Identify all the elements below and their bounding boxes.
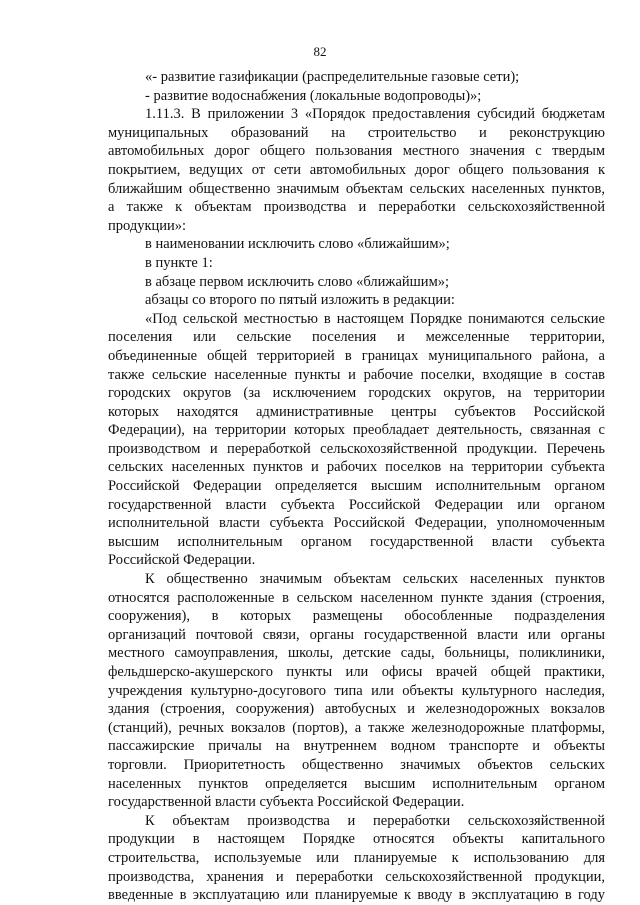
text-line: абзацы со второго по пятый изложить в редакции:	[145, 292, 455, 309]
text-line: автомобильных дорог общего пользования местного значения с твердым	[108, 143, 605, 160]
text-line: в абзаце первом исключить слово «ближайшим»;	[145, 273, 450, 290]
text-line: высшим исполнительным органом государственной власти субъекта	[108, 533, 605, 550]
text-line: Российской Федерации.	[108, 552, 256, 569]
text-line: объединенные общей территорией в границах муниципального района, а	[108, 347, 605, 364]
text-line: относятся расположенные в сельском населенном пункте здания (строения,	[108, 589, 605, 606]
text-line: строительства, используемые или планируемые к использованию для	[108, 849, 605, 866]
text-line: также сельские населенные пункты и рабочие поселки, входящие в состав	[108, 366, 605, 383]
text-line: а также к объектам производства и переработки сельскохозяйственной	[108, 199, 605, 216]
text-line: учреждения культурно-досугового типа или объекты культурного наследия,	[108, 682, 605, 699]
text-line: покрытием, ведущих от сети автомобильных дорог общего пользования к	[108, 161, 605, 178]
text-line: продукции в настоящем Порядке относятся объекты капитального	[108, 831, 605, 848]
text-line: ближайшим общественно значимым объектам сельских населенных пунктов,	[108, 180, 605, 197]
text-line: - развитие водоснабжения (локальные водопроводы)»;	[145, 87, 482, 104]
text-line: Федерации), на территории которых преобладает деятельность, связанная с	[108, 422, 605, 439]
text-line: пассажирские причалы на внутреннем водном транспорте и объекты	[108, 738, 605, 755]
text-line: К объектам производства и переработки сельскохозяйственной	[145, 812, 605, 829]
text-line: К общественно значимым объектам сельских населенных пунктов	[145, 571, 605, 588]
text-line: продукции»:	[108, 217, 187, 234]
text-line: местного самоуправления, школы, детские сады, больницы, поликлиники,	[108, 645, 605, 662]
text-line: в пункте 1:	[145, 254, 213, 271]
document-body	[108, 68, 605, 905]
text-line: (станций), речных вокзалов (портов), а также железнодорожные платформы,	[108, 719, 605, 736]
text-line: исполнительной власти субъекта Российской Федерации, уполномоченным	[108, 515, 605, 532]
text-line: в наименовании исключить слово «ближайшим»;	[145, 236, 450, 253]
text-line: муниципальных образований на строительство и реконструкцию	[108, 124, 605, 141]
text-line: которых находятся административные центры субъектов Российской	[108, 403, 605, 420]
text-line: Российской Федерации определяется высшим исполнительным органом	[108, 478, 605, 495]
text-line: «- развитие газификации (распределительные газовые сети);	[145, 69, 520, 85]
text-line: производством и переработкой сельскохозяйственной продукции. Перечень	[108, 440, 605, 457]
text-line: фельдшерско-акушерского пункты или офисы врачей общей практики,	[108, 664, 605, 680]
text-line: населенных пунктов определяется высшим исполнительным органом	[108, 775, 605, 792]
text-line: производства, хранения и переработки сельскохозяйственной продукции,	[108, 868, 605, 885]
text-line: здания (строения, сооружения) автобусных и железнодорожных вокзалов	[108, 701, 605, 718]
text-line: государственной власти субъекта Российской Федерации.	[108, 794, 465, 811]
text-line: введенные в эксплуатацию или планируемые к вводу в эксплуатацию в году	[108, 887, 605, 904]
text-line: сооружения), в которых размещены обособленные подразделения	[108, 608, 605, 625]
text-line: организаций почтовой связи, органы государственной власти или органы	[108, 626, 605, 643]
text-line: сельских населенных пунктов и рабочих поселков на территории субъекта	[108, 459, 605, 476]
text-line: государственной власти субъекта Российской Федерации или органом	[108, 496, 605, 513]
text-line: «Под сельской местностью в настоящем Порядке понимаются сельские	[145, 310, 605, 327]
text-line: городских округов (за исключением городских округов, на территории	[108, 385, 605, 402]
page-number: 82	[313, 44, 327, 59]
text-line: 1.11.3. В приложении 3 «Порядок предоставления субсидий бюджетам	[145, 106, 605, 123]
text-line: поселения или сельские поселения и межселенные территории,	[108, 329, 605, 346]
text-line: торговли. Приоритетность общественно значимых объектов сельских	[108, 756, 605, 773]
